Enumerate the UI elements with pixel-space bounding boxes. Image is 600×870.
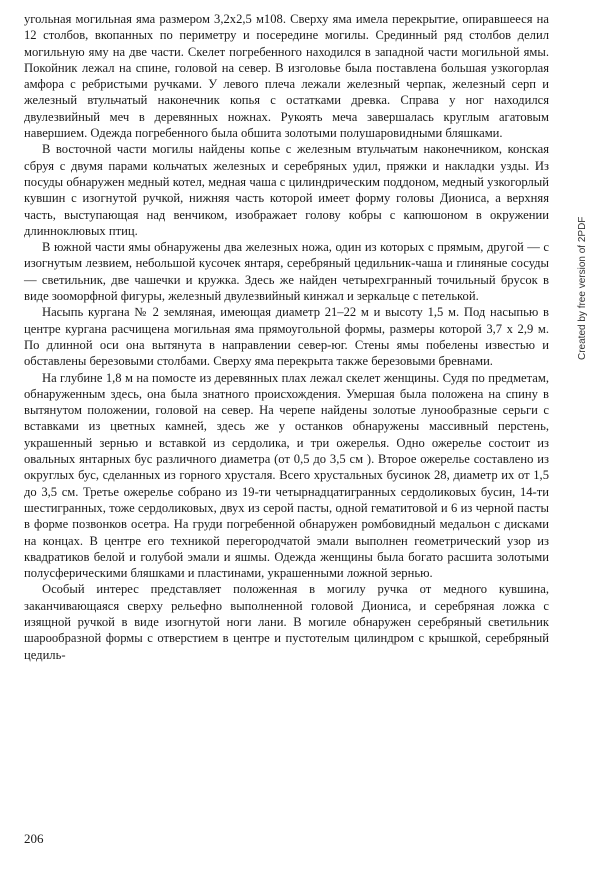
paragraph-5: На глубине 1,8 м на помосте из деревянных плах лежал скелет женщины. Судя по предметам, обнаруженным здесь, она была знатного происхождения. Умершая была положена на спину в вытянутом положении, головой на север. На черепе найдены золотые лунообразные серьги с вставками из цветных камней, здесь же у останков обнаружены массивный перстень, украшенный зернью и вставкой из сердолика, и три ожерелья. Одно ожерелье состоит из овальных янтарных бус различного диаметра (от 0,5 до 3,5 см ). Второе ожерелье составлено из округлых бус, сделанных из горного хрусталя. Всего хрустальных бусинок 28, диаметр их от 1,5 до 3,5 см. Третье ожерелье собрано из 19-ти четырнадцатигранных сердоликовых бусин, 14-ти шестигранных, тоже сердоликовых, двух из серой пасты, одной гематитовой и 6 из черной пасты в форме позвонков осетра. На груди погребенной обнаружен ромбовидный медальон с дисками на концах. В центре его техникой перегородчатой эмали выполнен геометрический узор из квадратиков белой и голубой эмали и яшмы. Одежда женщины была богато расшита золотыми полусферическими бляшками и пластинами, украшенными ложной зернью. [24, 370, 549, 581]
paragraph-6: Особый интерес представляет положенная в могилу ручка от медного кувшина, заканчивающаяся сверху рельефно выполненной головой Диониса, и серебряная ложка с изящной ручкой в виде изогнутой ноги лани. В могиле обнаружен серебряный светильник шарообразной формы с отверстием в центре и пустотелым цилиндром с крышкой, серебряный цедиль- [24, 582, 549, 662]
paragraph-2: В восточной части могилы найдены копье с железным втульчатым наконечником, конская сбруя с двумя парами кольчатых железных и серебряных удил, пряжки и накладки узды. Из посуды обнаружен медный котел, медная чаша с цилиндрическим поддоном, медный узкогорлый кувшин с изогнутой ручкой, нижняя часть которой имеет форму головы Диониса, а верхняя часть, выступающая над венчиком, изображает голову кобры с капюшоном в окружении длинноклювых птиц. [24, 142, 549, 238]
paragraph-4: Насыпь кургана № 2 земляная, имеющая диаметр 21–22 м и высоту 1,5 м. Под насыпью в центре кургана расчищена могильная яма прямоугольной формы, размеры которой 3,7 х 2,9 м. По длинной оси она вытянута в направлении север-юг. Стены ямы побелены известью и обставлены березовыми столбами. Сверху яма перекрыта также березовыми бревнами. [24, 305, 549, 369]
paragraph-3: В южной части ямы обнаружены два железных ножа, один из которых с прямым, другой — с изогнутым лезвием, небольшой кусочек янтаря, серебряный цедильник-чаша и глиняные сосуды — светильник, две чашечки и кружка. Здесь же найден четырехгранный точильный брусок в виде зооморфной фигуры, железный двулезвийный кинжал и зеркальце с петелькой. [24, 240, 549, 304]
paragraph-1: угольная могильная яма размером 3,2х2,5 м108. Сверху яма имела перекрытие, опиравшееся на 12 столбов, вкопанных по периметру и посередине могилы. Срединный ряд столбов делил могильную яму на две части. Скелет погребенного находился в западной части могильной ямы. Покойник лежал на спине, головой на север. В изголовье была поставлена большая узкогорлая амфора с ребристыми ручками. У левого плеча лежали железный черпак, железный серп и железный втульчатый наконечник копья с остатками древка. Справа у ног находился двулезвийный меч в деревянных ножнах. Рукоять меча завершалась круглым агатовым навершием. Одежда погребенного была обшита золотыми полушаровидными бляшками. [24, 12, 549, 141]
pdf-watermark: Created by free version of 2PDF [577, 216, 588, 360]
page-number: 206 [24, 831, 44, 846]
document-page [24, 11, 549, 663]
